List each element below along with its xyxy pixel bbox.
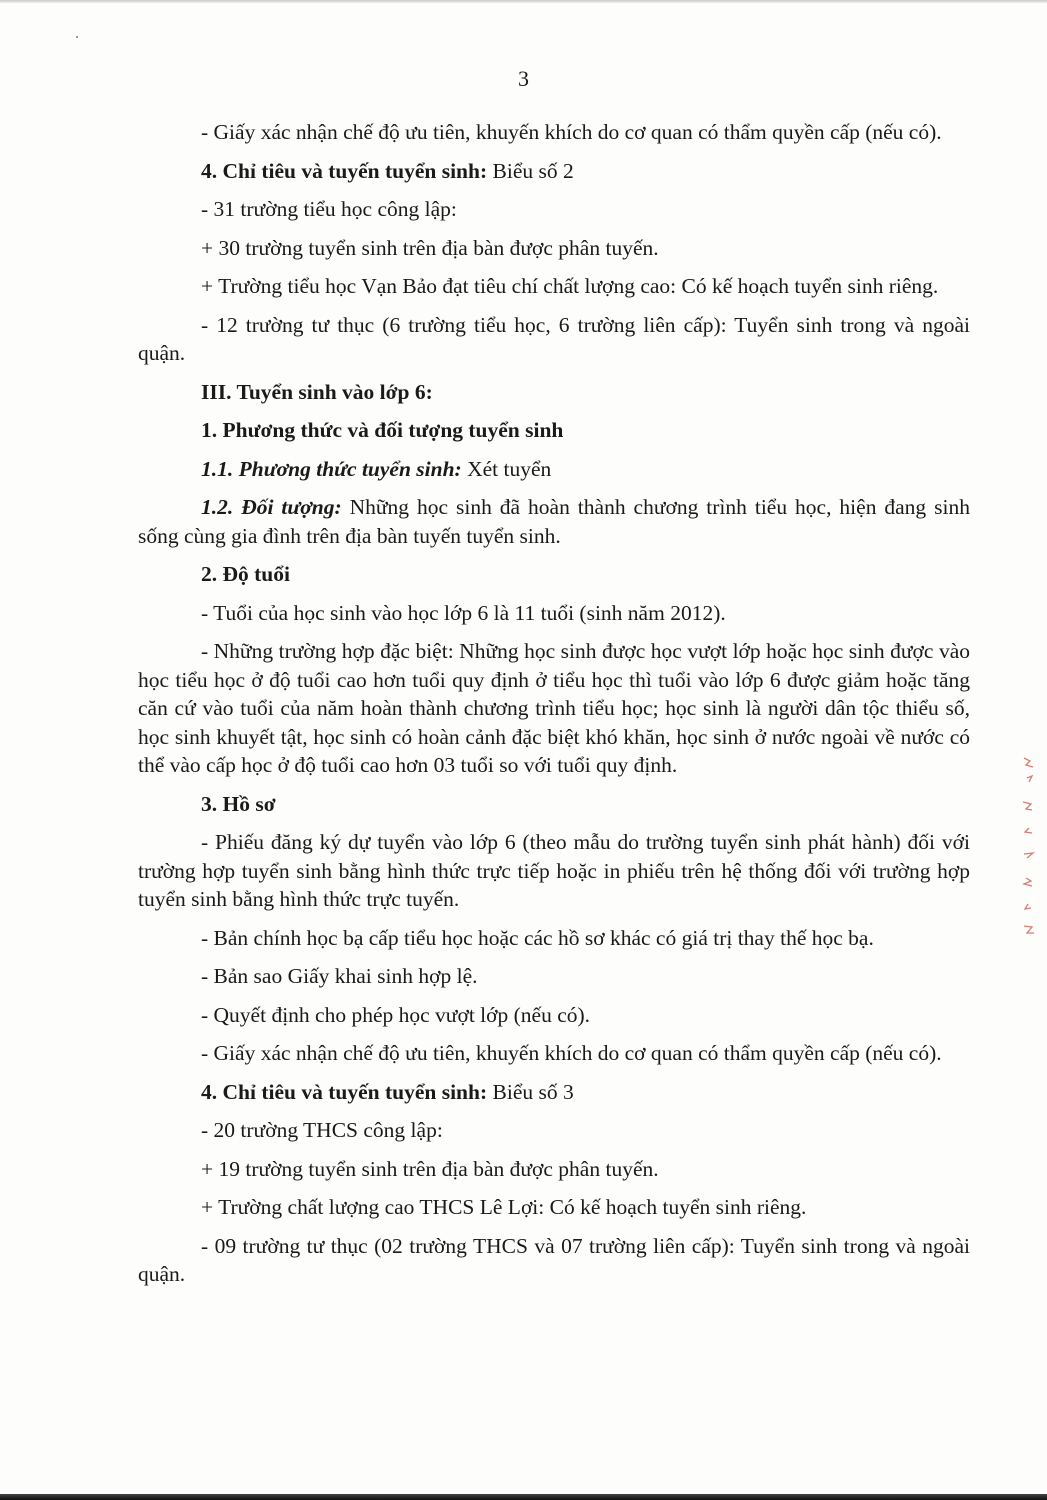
page-number: 3 <box>518 66 529 91</box>
paragraph-5: + Trường tiểu học Vạn Bảo đạt tiêu chí chất lượng cao: Có kế hoạch tuyển sinh riêng. <box>201 274 939 298</box>
paragraph-special-cases: - Những trường hợp đặc biệt: Những học sinh được học vượt lớp hoặc học sinh được vào học tiểu học ở độ tuổi cao hơn tuổi quy định ở tiểu học thì tuổi vào lớp 6 được giảm hoặc tăng căn cứ vào tuổi của năm hoàn thành chương trình tiểu học; học sinh là người dân tộc thiểu số, học sinh khuyết tật, học sinh có hoàn cảnh đặc biệt khó khăn, học sinh ở nước ngoài về nước có thể vào cấp học ở độ tuổi cao hơn 03 tuổi so với tuổi quy định. <box>138 639 970 777</box>
section-heading-3: III. Tuyển sinh vào lớp 6: <box>201 379 433 404</box>
paragraph-3: - 31 trường tiểu học công lập: <box>201 197 457 221</box>
paragraph-dossier-4: - Quyết định cho phép học vượt lớp (nếu có). <box>201 1002 591 1027</box>
paragraph-quota-3: + Trường chất lượng cao THCS Lê Lợi: Có kế hoạch tuyển sinh riêng. <box>201 1195 807 1219</box>
paragraph-dossier-5: - Giấy xác nhận chế độ ưu tiên, khuyến khích do cơ quan có thẩm quyền cấp (nếu có). <box>201 1041 942 1065</box>
document-body <box>138 118 970 1299</box>
paragraph-1: - Giấy xác nhận chế độ ưu tiên, khuyến khích do cơ quan có thẩm quyền cấp (nếu có). <box>201 120 942 144</box>
margin-seal-mark <box>1018 750 1040 945</box>
subheading-dossier: 3. Hồ sơ <box>201 791 276 816</box>
subheading-quota: 4. Chỉ tiêu và tuyến tuyển sinh: Biểu số 3 <box>201 1079 574 1104</box>
paragraph-quota-4: - 09 trường tư thục (02 trường THCS và 07 trường liên cấp): Tuyển sinh trong và ngoài quận. <box>138 1233 970 1286</box>
paragraph-6: - 12 trường tư thục (6 trường tiểu học, 6 trường liên cấp): Tuyển sinh trong và ngoài quận. <box>138 312 970 365</box>
paragraph-quota-1: - 20 trường THCS công lập: <box>201 1118 443 1142</box>
paragraph-quota-2: + 19 trường tuyển sinh trên địa bàn được phân tuyến. <box>201 1156 659 1181</box>
paragraph-age: - Tuổi của học sinh vào học lớp 6 là 11 tuổi (sinh năm 2012). <box>201 600 726 625</box>
scan-top-edge <box>0 0 1047 3</box>
subheading-method: 1. Phương thức và đối tượng tuyển sinh <box>201 418 564 442</box>
paragraph-target: 1.2. Đối tượng: Những học sinh đã hoàn thành chương trình tiểu học, hiện đang sinh sống cùng gia đình trên địa bàn tuyến tuyển sinh. <box>138 495 970 548</box>
paragraph-4: + 30 trường tuyển sinh trên địa bàn được phân tuyến. <box>201 235 659 260</box>
paragraph-dossier-2: - Bản chính học bạ cấp tiểu học hoặc các hồ sơ khác có giá trị thay thế học bạ. <box>201 925 874 950</box>
paragraph-dossier-3: - Bản sao Giấy khai sinh hợp lệ. <box>201 964 478 988</box>
paragraph-2: 4. Chỉ tiêu và tuyến tuyển sinh: Biểu số 2 <box>201 158 574 183</box>
scan-speck <box>76 36 78 38</box>
paragraph-method: 1.1. Phương thức tuyển sinh: Xét tuyển <box>201 456 552 481</box>
scan-bottom-edge <box>0 1494 1047 1500</box>
paragraph-dossier-1: - Phiếu đăng ký dự tuyển vào lớp 6 (theo mẫu do trường tuyển sinh phát hành) đối với trường hợp tuyển sinh bằng hình thức trực tiếp hoặc in phiếu trên hệ thống đối với trường hợp tuyển sinh bằng hình thức trực tuyến. <box>138 830 970 911</box>
subheading-age: 2. Độ tuổi <box>201 562 290 586</box>
